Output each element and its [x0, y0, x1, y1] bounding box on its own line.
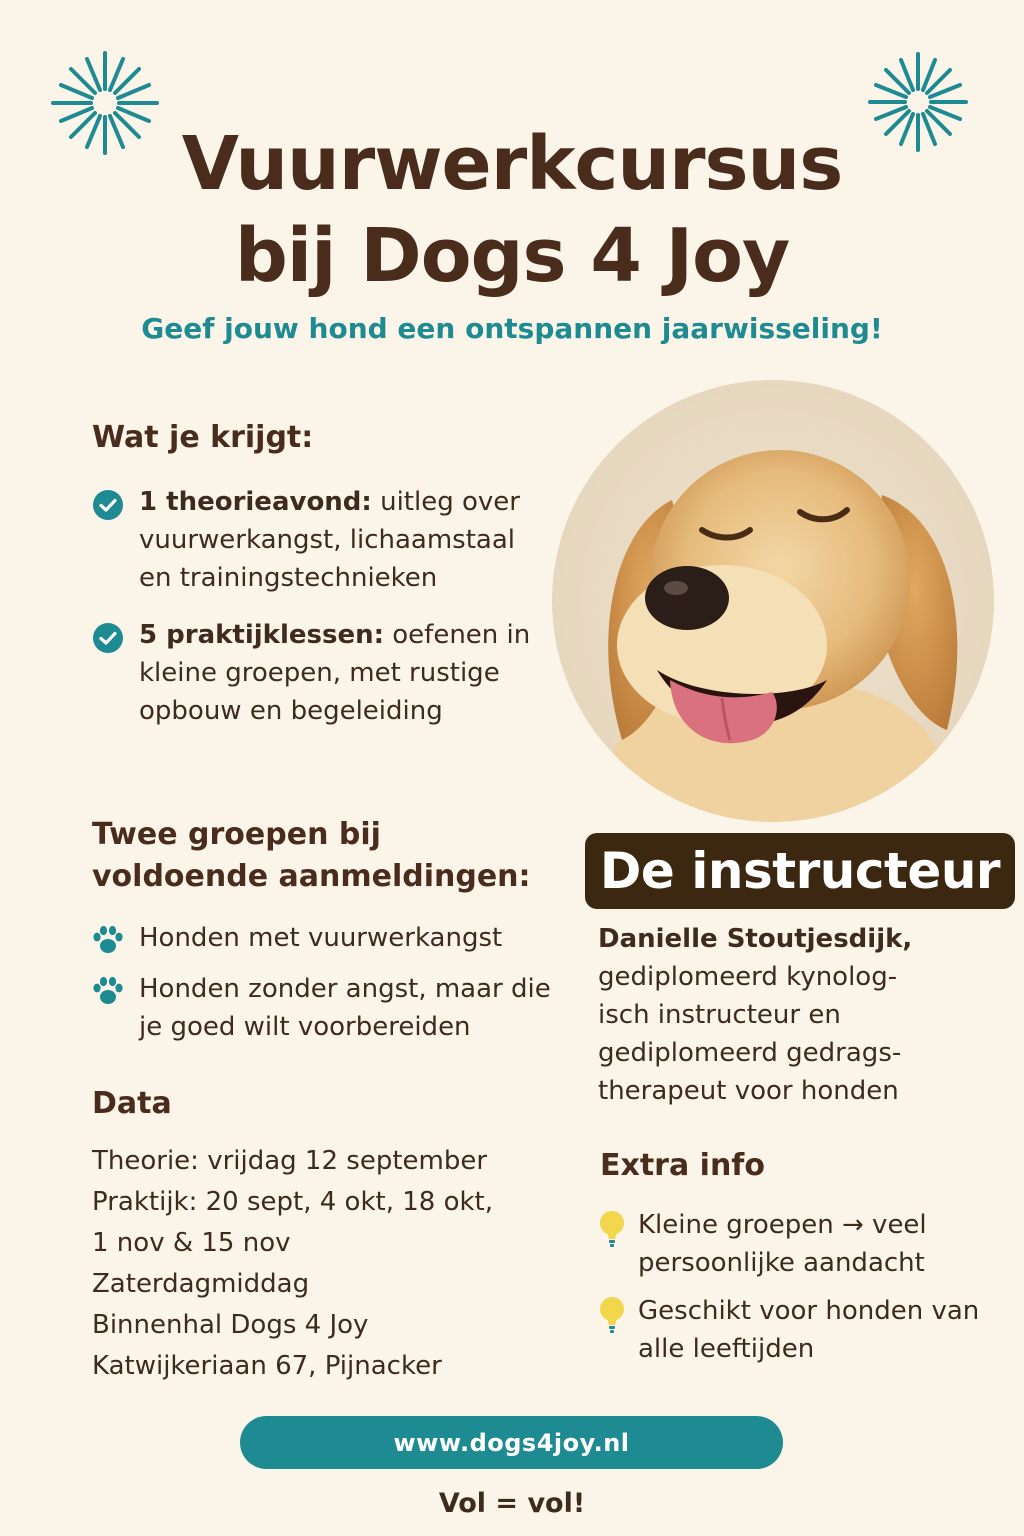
item-text: oefenen in kleine groepen, met rustige opbouw en begeleiding	[139, 620, 531, 726]
item-title: 1 theorieavond:	[139, 487, 372, 517]
item-text: Honden zonder angst, maar die je goed wilt voorbereiden	[139, 974, 551, 1042]
website-link-button[interactable]: www.dogs4joy.nl	[240, 1416, 783, 1469]
subtitle: Geef jouw hond een ontspannen jaarwisseling!	[141, 312, 883, 345]
title-line-2: bij Dogs 4 Joy	[234, 213, 790, 299]
instructor-line: gediplomeerd gedrags-	[598, 1038, 902, 1068]
item-text: uitleg over vuurwerkangst, lichaamstaal en trainingstechnieken	[139, 487, 520, 593]
title-line-1: Vuurwerkcursus	[181, 121, 843, 207]
section-heading-data: Data	[92, 1086, 172, 1121]
item-title: 5 praktijklessen:	[139, 620, 384, 650]
section-heading-extra-info: Extra info	[600, 1148, 765, 1183]
section-heading-groups	[92, 814, 562, 898]
list-item	[92, 483, 552, 597]
lightbulb-icon	[598, 1296, 626, 1334]
groups-heading-line-1: Twee groepen bij	[92, 817, 381, 852]
instructor-name: Danielle Stoutjesdijk,	[598, 924, 913, 954]
footer-note: Vol = vol!	[438, 1488, 586, 1519]
data-line: Binnenhal Dogs 4 Joy	[92, 1310, 369, 1340]
golden-retriever-photo	[552, 380, 994, 822]
instructor-line: gediplomeerd kynolog-	[598, 962, 898, 992]
data-line: Praktijk: 20 sept, 4 okt, 18 okt,	[92, 1187, 494, 1217]
instructor-badge: De instructeur	[585, 833, 1015, 909]
data-line: Zaterdagmiddag	[92, 1269, 310, 1299]
paw-icon	[92, 925, 124, 955]
lightbulb-icon	[598, 1210, 626, 1248]
paw-icon	[92, 976, 124, 1006]
item-text: Kleine groepen → veel persoonlijke aandacht	[638, 1210, 927, 1278]
instructor-line: isch instructeur en	[598, 1000, 841, 1030]
item-text: Geschikt voor honden van alle leeftijden	[638, 1296, 980, 1364]
list-item	[598, 1292, 1008, 1368]
data-list	[92, 1141, 493, 1387]
instructor-description	[598, 920, 998, 1110]
groups-heading-line-2: voldoende aanmeldingen:	[92, 859, 531, 894]
check-circle-icon	[92, 622, 124, 654]
section-heading-what-you-get: Wat je krijgt:	[92, 420, 314, 455]
data-line: Theorie: vrijdag 12 september	[92, 1146, 488, 1176]
list-item	[598, 1206, 1008, 1282]
instructor-line: therapeut voor honden	[598, 1076, 899, 1106]
page-title	[0, 118, 1024, 302]
list-item	[92, 616, 552, 730]
item-text: Honden met vuurwerkangst	[139, 923, 503, 953]
data-line: 1 nov & 15 nov	[92, 1228, 291, 1258]
data-line: Katwijkeriaan 67, Pijnacker	[92, 1351, 442, 1381]
list-item	[92, 919, 562, 957]
check-circle-icon	[92, 489, 124, 521]
list-item	[92, 970, 562, 1046]
